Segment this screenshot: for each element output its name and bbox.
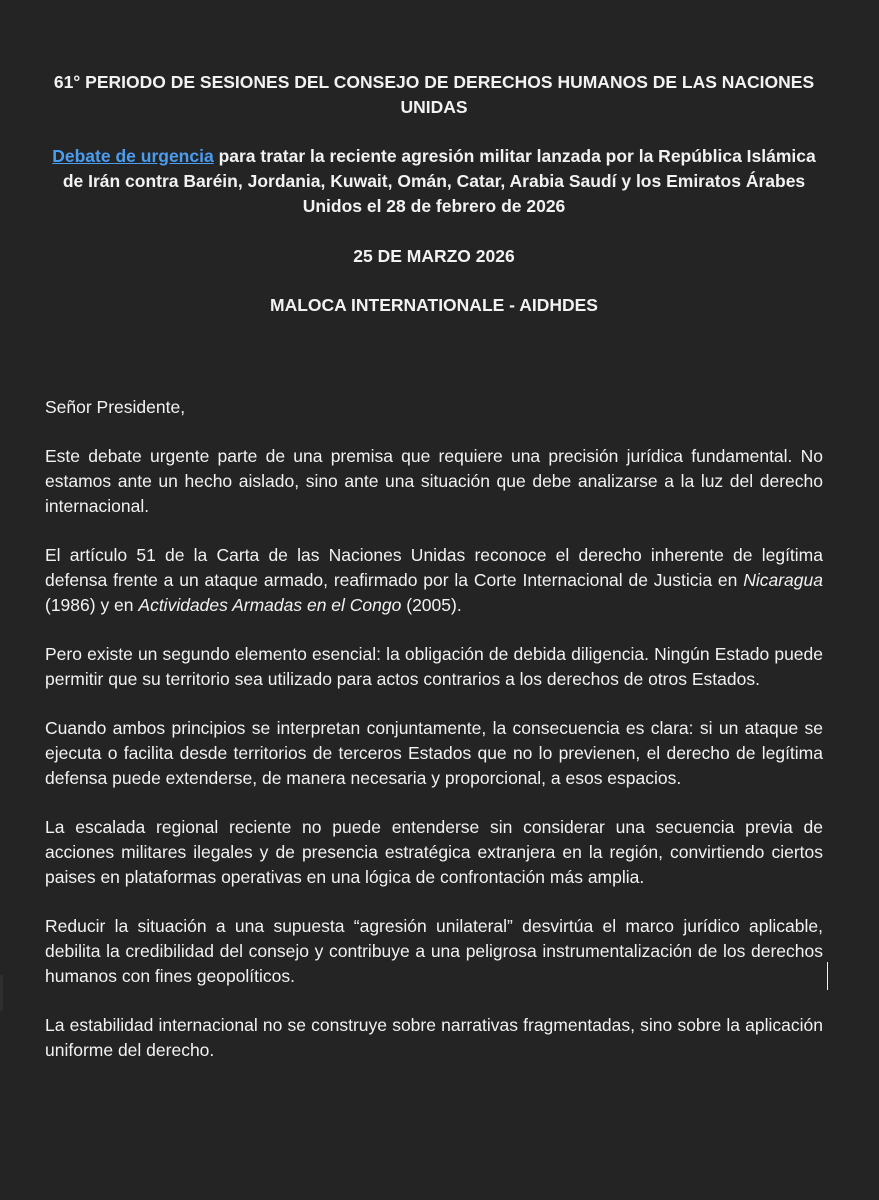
window-edge-marker: [0, 975, 3, 1011]
paragraph-2-part-1: El artículo 51 de la Carta de las Naciones Unidas reconoce el derecho inherente de legítima defensa frente a un ataque armado, reafirmado por la Corte Internacional de Justicia en: [45, 545, 823, 590]
greeting: Señor Presidente,: [45, 397, 186, 417]
paragraph-7: La estabilidad internacional no se construye sobre narrativas fragmentadas, sino sobre la aplicación uniforme del derecho.: [45, 1015, 823, 1060]
organization-name: MALOCA INTERNATIONALE - AIDHDES: [270, 295, 598, 315]
document-title: 61° PERIODO DE SESIONES DEL CONSEJO DE DERECHOS HUMANOS DE LAS NACIONES UNIDAS: [53, 72, 815, 117]
paragraph-2: [45, 543, 823, 618]
paragraph-5: La escalada regional reciente no puede entenderse sin considerar una secuencia previa de acciones militares ilegales y de presencia estratégica extranjera en la región, convirtiendo ciertos paises en plataformas operativas en una lógica de confrontación más amplia.: [45, 817, 823, 887]
case-nicaragua: Nicaragua: [743, 570, 823, 590]
document-page: [45, 0, 823, 1087]
paragraph-3: Pero existe un segundo elemento esencial: la obligación de debida diligencia. Ningún Estado puede permitir que su territorio sea utilizado para actos contrarios a los derechos de otros Estados.: [45, 644, 823, 689]
debate-heading-text: para tratar la reciente agresión militar lanzada por la República Islámica de Irán contra Baréin, Jordania, Kuwait, Omán, Catar, Arabia Saudí y los Emiratos Árabes Unidos el 28 de febrero de 2026: [62, 146, 816, 216]
case-congo: Actividades Armadas en el Congo: [138, 595, 402, 615]
text-cursor: [827, 962, 828, 990]
paragraph-4: Cuando ambos principios se interpretan conjuntamente, la consecuencia es clara: si un ataque se ejecuta o facilita desde territorios de terceros Estados que no lo previenen, el derecho de legítima defensa puede extenderse, de manera necesaria y proporcional, a esos espacios.: [45, 718, 823, 788]
paragraph-6: Reducir la situación a una supuesta “agresión unilateral” desvirtúa el marco jurídico aplicable, debilita la credibilidad del consejo y contribuye a una peligrosa instrumentalización de los derechos humanos con fines geopolíticos.: [45, 916, 823, 986]
debate-link[interactable]: Debate de urgencia: [52, 146, 214, 166]
paragraph-1: Este debate urgente parte de una premisa que requiere una precisión jurídica fundamental. No estamos ante un hecho aislado, sino ante una situación que debe analizarse a la luz del derecho internacional.: [45, 446, 823, 516]
statement-body: [45, 395, 823, 1063]
session-date: 25 DE MARZO 2026: [353, 246, 515, 266]
debate-heading: [45, 144, 823, 219]
paragraph-2-part-3: (2005).: [401, 595, 462, 615]
paragraph-2-part-2: (1986) y en: [45, 595, 139, 615]
